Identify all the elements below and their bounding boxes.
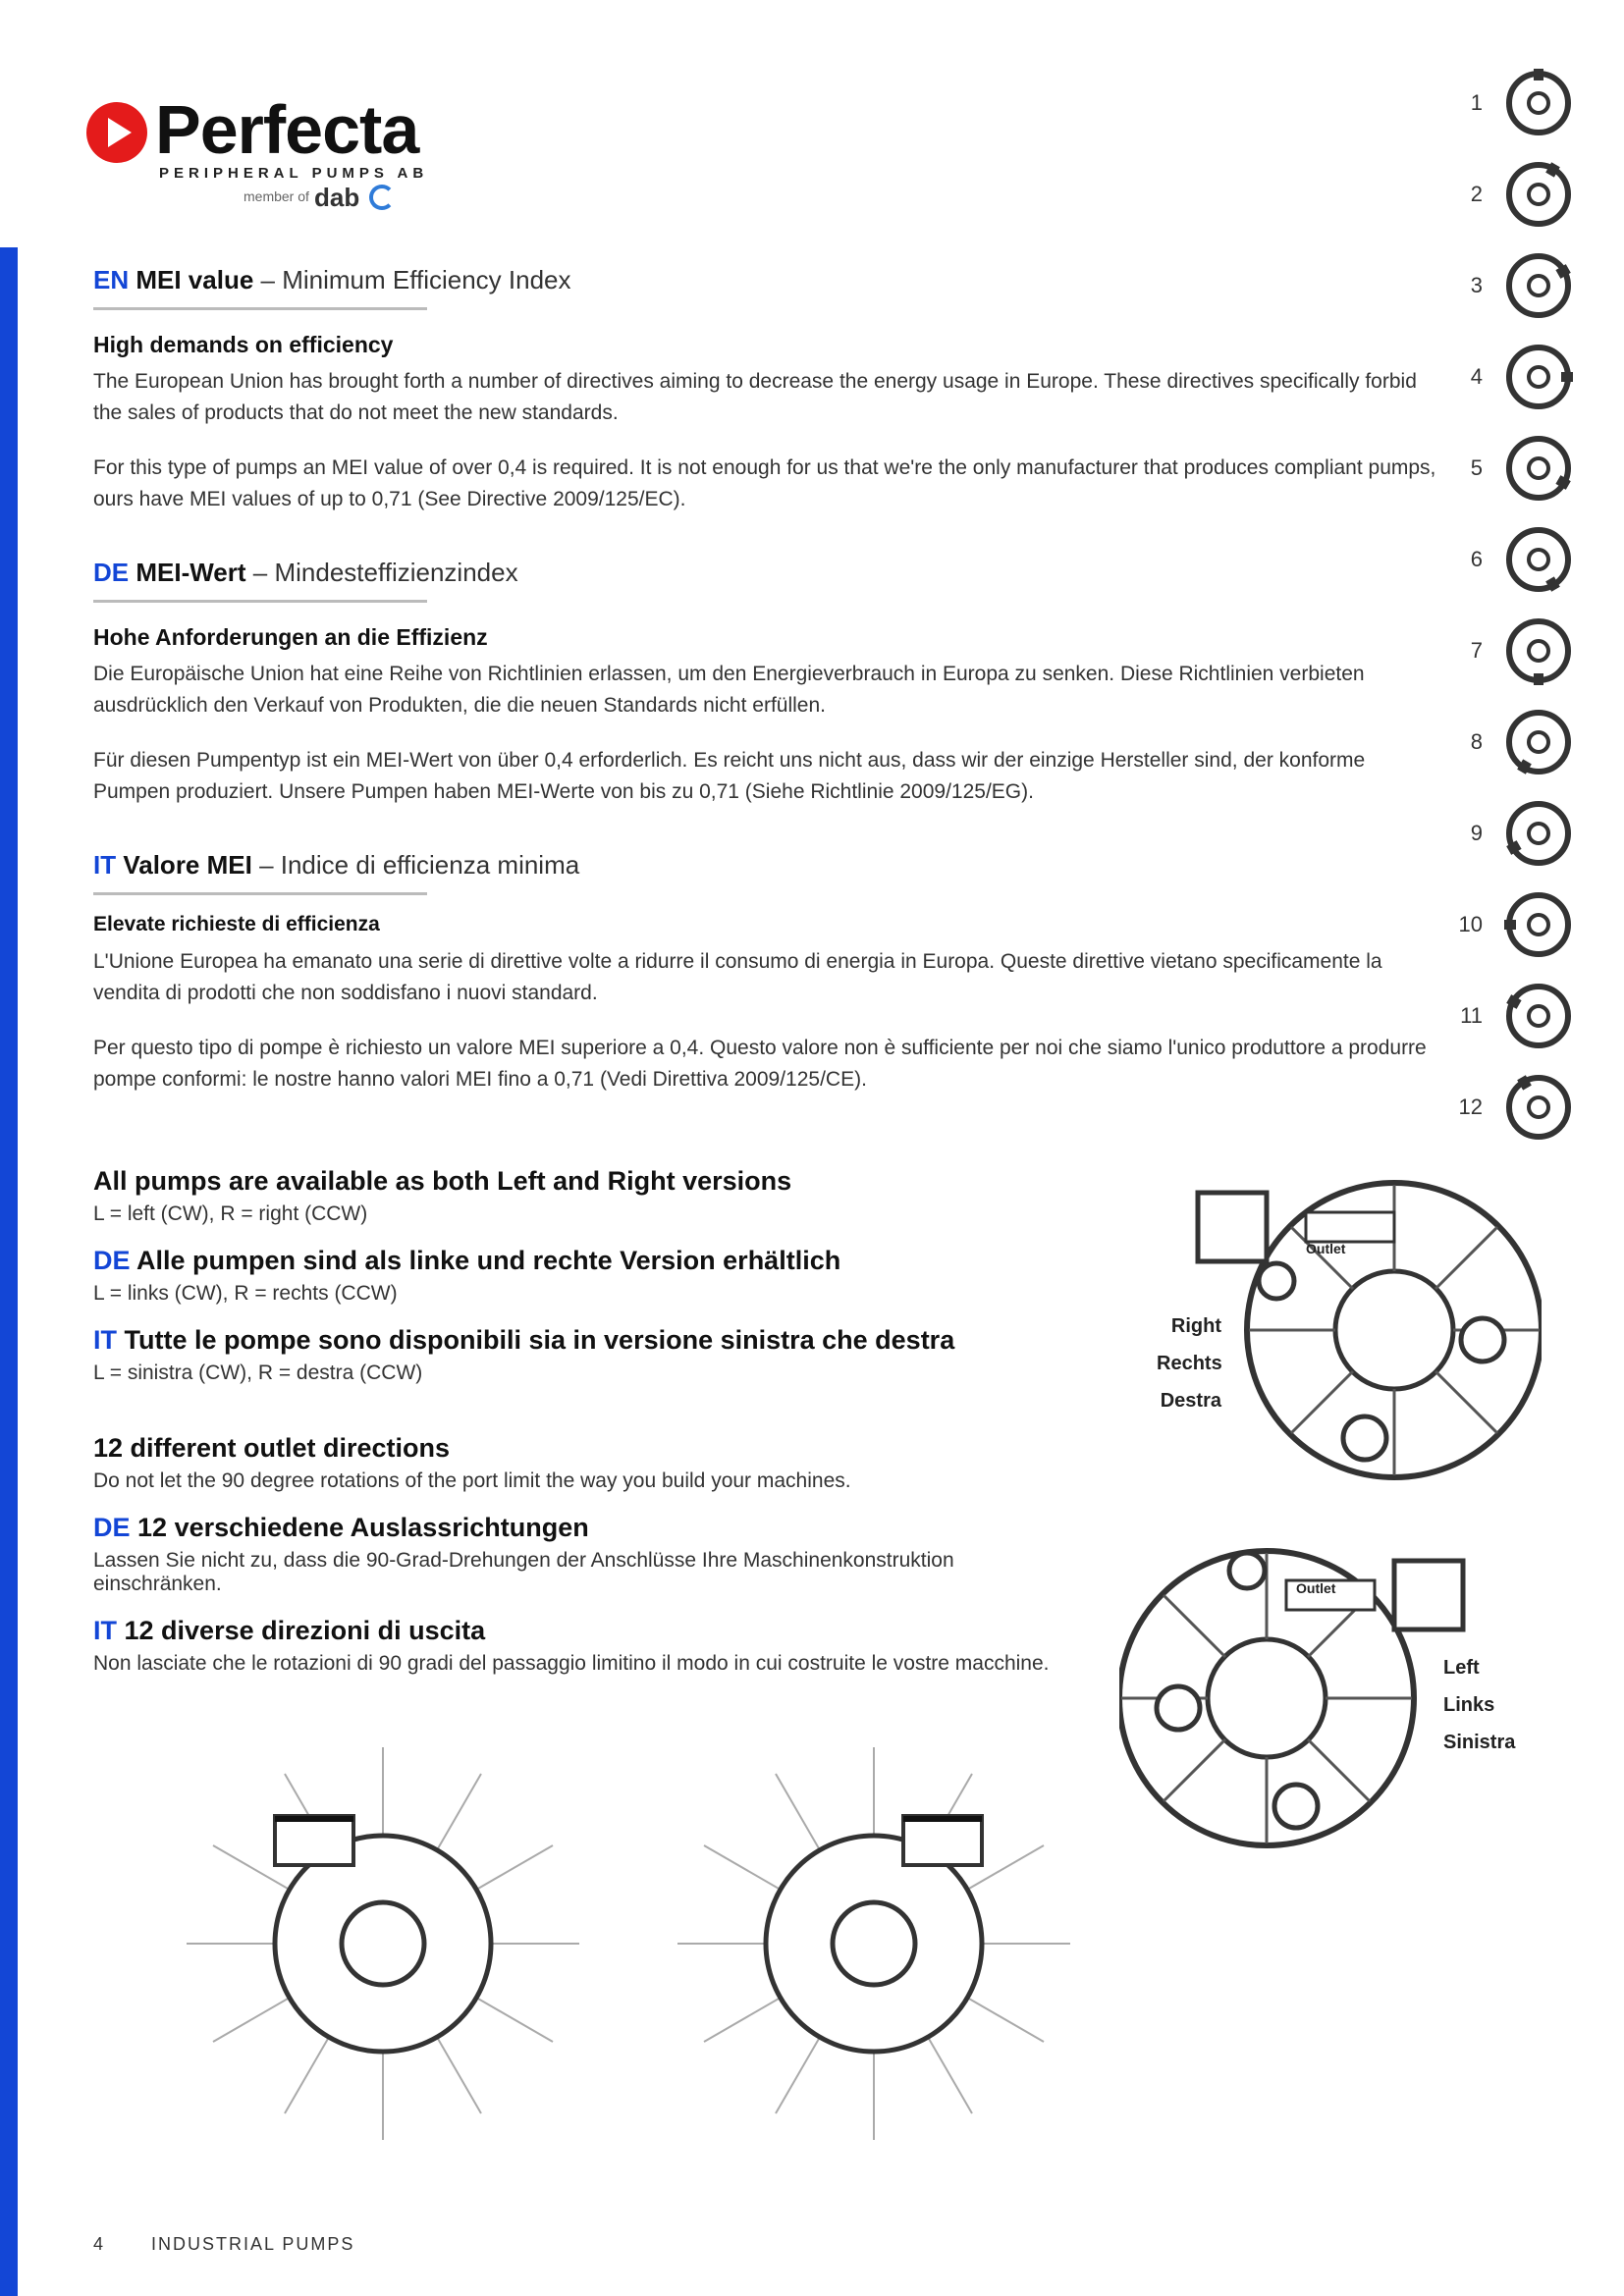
versions-it-title [93, 1325, 1075, 1356]
divider [93, 892, 427, 895]
orientation-item [1453, 343, 1591, 434]
orientation-item [1453, 434, 1591, 525]
outlets-de-sub: Lassen Sie nicht zu, dass die 90-Grad-Drehungen der Anschlüsse Ihre Maschinenkonstruktion einschränken. [93, 1549, 954, 1595]
label-it: Destra [1160, 1390, 1221, 1412]
pump-face-icon [1504, 525, 1573, 594]
heading-title: MEI value [135, 265, 254, 294]
right-outlet-tag: Outlet [1306, 1241, 1346, 1256]
de-paragraph-1: Die Europäische Union hat eine Reihe von Richtlinien erlassen, um den Energieverbrauch in Europa zu senken. Diese Richtlinien verbieten ausdrücklich den Verkauf von Produkten, die die neuen Standards nicht erfüllen. [93, 663, 1365, 717]
pump-face-icon [1504, 616, 1573, 685]
it-paragraph-2: Per questo tipo di pompe è richiesto un valore MEI superiore a 0,4. Questo valore non è sufficiente per noi che siamo l'unico produttore a produrre pompe conformi: le nostre hanno valori MEI fino a 0,71 (Vedi Direttiva 2009/125/CE). [93, 1037, 1427, 1091]
pump-face-icon [1504, 434, 1573, 503]
orientation-item [1453, 982, 1591, 1073]
it-subtitle: Elevate richieste di efficienza [93, 913, 380, 935]
orientation-number: 10 [1458, 912, 1483, 936]
lang-tag: IT [93, 850, 117, 880]
heading-title: Valore MEI [123, 850, 252, 880]
de-paragraph-2: Für diesen Pumpentyp ist ein MEI-Wert von über 0,4 erforderlich. Es reicht uns nicht aus, dass wir der einzige Hersteller sind, der konforme Pumpen produziert. Unsere Pumpen haben MEI-Werte von bis zu 0,71 (Siehe Richtlinie 2009/125/EG). [93, 749, 1366, 803]
heading-rest: – Minimum Efficiency Index [253, 265, 571, 294]
pump-face-icon [1504, 982, 1573, 1050]
orientation-number: 12 [1458, 1095, 1483, 1119]
en-paragraph-2: For this type of pumps an MEI value of over 0,4 is required. It is not enough for us that we're the only manufacturer that produces compliant pumps, ours have MEI values of up to 0,71 (See Directive 2009/125/EC). [93, 456, 1436, 510]
outlets-en-sub: Do not let the 90 degree rotations of the port limit the way you build your machines. [93, 1469, 851, 1492]
orientation-item [1453, 160, 1591, 251]
pump-face-icon [1504, 343, 1573, 411]
versions-en-title: All pumps are available as both Left and Right versions [93, 1166, 792, 1196]
it-paragraph-1: L'Unione Europea ha emanato una serie di direttive volte a ridurre il consumo di energia in Europa. Queste direttive vietano specificamente la vendita di prodotti che non soddisfano i nuovi standard. [93, 950, 1382, 1004]
orientation-item [1453, 616, 1591, 708]
de-subtitle: Hohe Anforderungen an die Effizienz [93, 624, 488, 650]
pump-face-icon [1504, 799, 1573, 868]
pump-face-icon [1504, 890, 1573, 959]
orientation-item [1453, 1073, 1591, 1164]
label-it: Sinistra [1443, 1732, 1516, 1753]
it-section [93, 850, 1438, 1095]
orientation-number: 4 [1470, 364, 1483, 389]
outlet-directions-diagram-right [638, 1737, 1110, 2150]
divider [93, 600, 427, 603]
versions-section [93, 1166, 1075, 1405]
en-paragraph-1: The European Union has brought forth a number of directives aiming to decrease the energy usage in Europe. These directives specifically forbid the sales of products that do not meet the new standards. [93, 370, 1417, 424]
orientation-item [1453, 799, 1591, 890]
versions-de-sub: L = links (CW), R = rechts (CCW) [93, 1282, 398, 1305]
versions-de-title [93, 1246, 1075, 1276]
outlets-section [93, 1433, 1065, 1695]
pump-face-icon [1504, 69, 1573, 137]
orientation-item [1453, 890, 1591, 982]
orientation-number: 1 [1470, 90, 1483, 115]
pump-face-icon [1504, 1073, 1573, 1142]
en-heading [93, 265, 1438, 295]
en-subtitle: High demands on efficiency [93, 332, 394, 357]
orientation-number: 2 [1470, 182, 1483, 206]
outlets-en-title: 12 different outlet directions [93, 1433, 451, 1463]
orientation-number: 11 [1460, 1003, 1483, 1028]
orientation-number: 9 [1470, 821, 1483, 845]
orientation-item [1453, 525, 1591, 616]
lang-tag: EN [93, 265, 130, 294]
heading-rest: – Mindesteffizienzindex [245, 558, 518, 587]
left-outlet-tag: Outlet [1296, 1580, 1336, 1596]
label-de: Rechts [1157, 1353, 1222, 1374]
outlets-it-title [93, 1616, 1065, 1646]
outlets-it-sub: Non lasciate che le rotazioni di 90 gradi del passaggio limitino il modo in cui costruite le vostre macchine. [93, 1652, 1050, 1675]
de-section [93, 558, 1438, 808]
orientation-item [1453, 251, 1591, 343]
footer-section: INDUSTRIAL PUMPS [151, 2234, 355, 2254]
page-number: 4 [93, 2234, 106, 2254]
heading-title: MEI-Wert [135, 558, 246, 587]
orientation-number: 7 [1470, 638, 1483, 663]
heading-rest: – Indice di efficienza minima [251, 850, 580, 880]
title-text: Alle pumpen sind als linke und rechte Version erhältlich [136, 1246, 841, 1275]
brand-tagline: PERIPHERAL PUMPS AB [159, 165, 429, 182]
title-text: Tutte le pompe sono disponibili sia in versione sinistra che destra [124, 1325, 955, 1355]
orientation-number: 3 [1470, 273, 1483, 297]
orientation-number: 8 [1470, 729, 1483, 754]
orientation-item [1453, 708, 1591, 799]
outlets-de-title [93, 1513, 1065, 1543]
divider [93, 307, 427, 310]
lang-tag: DE [93, 1513, 131, 1542]
title-text: 12 diverse direzioni di uscita [124, 1616, 486, 1645]
play-logo-icon [86, 102, 147, 163]
orientation-number: 5 [1470, 455, 1483, 480]
lang-tag: DE [93, 1246, 131, 1275]
member-of-text: member of [244, 188, 309, 204]
lang-tag: IT [93, 1325, 117, 1355]
label-en: Left [1443, 1657, 1480, 1679]
it-heading [93, 850, 1438, 881]
right-version-label [1157, 1308, 1221, 1419]
pump-face-icon [1504, 708, 1573, 776]
versions-it-sub: L = sinistra (CW), R = destra (CCW) [93, 1362, 423, 1384]
outlet-orientation-list [1453, 69, 1591, 1164]
brand-logo [86, 91, 460, 226]
versions-en-sub: L = left (CW), R = right (CCW) [93, 1202, 368, 1225]
outlet-directions-diagram-left [147, 1737, 619, 2150]
en-section [93, 265, 1438, 515]
lang-tag: DE [93, 558, 130, 587]
page-footer [93, 2234, 354, 2255]
de-heading [93, 558, 1438, 588]
side-accent-bar [0, 247, 18, 2296]
orientation-number: 6 [1470, 547, 1483, 571]
brand-name: Perfecta [155, 91, 419, 168]
pump-face-icon [1504, 251, 1573, 320]
group-name: dab [314, 183, 360, 212]
label-de: Links [1443, 1694, 1495, 1716]
label-en: Right [1170, 1315, 1221, 1337]
orientation-item [1453, 69, 1591, 160]
dab-swirl-icon [369, 185, 395, 210]
title-text: 12 verschiedene Auslassrichtungen [137, 1513, 589, 1542]
pump-face-icon [1504, 160, 1573, 229]
left-version-label [1443, 1649, 1515, 1761]
lang-tag: IT [93, 1616, 117, 1645]
